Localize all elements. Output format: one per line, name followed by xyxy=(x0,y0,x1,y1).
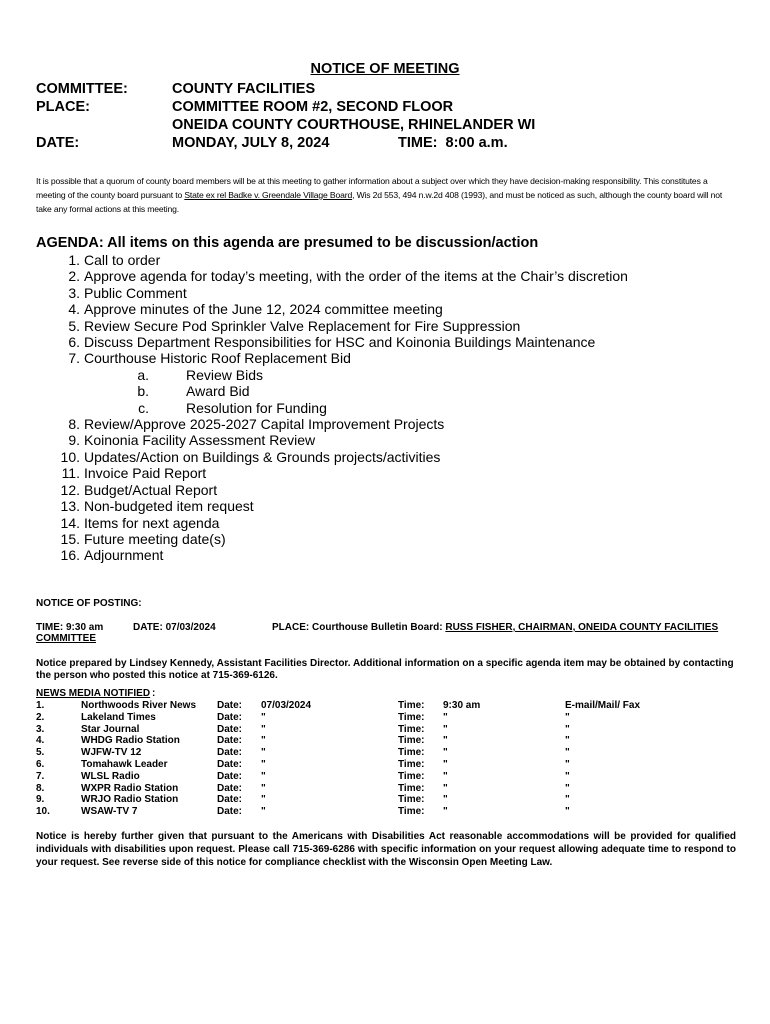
media-time: " xyxy=(443,806,448,818)
meeting-header xyxy=(36,80,535,152)
media-num: 10. xyxy=(36,806,50,818)
committee-label: COMMITTEE: xyxy=(36,81,128,97)
media-row xyxy=(36,771,736,783)
media-row xyxy=(36,747,736,759)
media-num: 8. xyxy=(36,782,45,794)
media-mode: " xyxy=(565,758,570,770)
place-label: PLACE: xyxy=(36,99,90,115)
media-date: " xyxy=(261,723,266,735)
media-date: " xyxy=(261,711,266,723)
media-row xyxy=(36,806,736,818)
media-time: 9:30 am xyxy=(443,700,481,711)
notice-title: NOTICE OF MEETING xyxy=(310,61,460,77)
time-field xyxy=(398,134,508,152)
posting-date: DATE: 07/03/2024 xyxy=(133,622,216,633)
agenda-item: 13. Non-budgeted item request xyxy=(60,498,254,515)
media-date-label: Date: xyxy=(217,700,243,711)
media-date: " xyxy=(261,758,266,770)
media-time-label: Time: xyxy=(398,700,425,711)
agenda-list xyxy=(36,252,628,564)
posting-place-continuation: COMMITTEE xyxy=(36,633,96,644)
media-date-label: Date: xyxy=(217,782,243,794)
media-date-label: Date: xyxy=(217,747,243,759)
agenda-item: 5. Review Secure Pod Sprinkler Valve Replacement for Fire Suppression xyxy=(68,317,521,334)
quorum-note: It is possible that a quorum of county board members will be at this meeting to gather information about a subject over which they have decision-making responsibility. This constitutes a meeting of the county board pursuant to State ex rel Badke v. Greendale Village Board, Wis 2d 553, 494 n.w.2d 408 (1993), and must be noticed as such, although the county board will not take any formal actions at this meeting. xyxy=(36,176,723,214)
media-time-label: Time: xyxy=(398,711,425,723)
time-label: TIME: xyxy=(398,135,438,151)
media-mode: " xyxy=(565,806,570,818)
prepared-by-note: Notice prepared by Lindsey Kennedy, Assistant Facilities Director. Additional information on a specific agenda item may be obtained by contacting the person who posted this notice at 715-369-6126. xyxy=(36,658,734,681)
place-line-2: ONEIDA COUNTY COURTHOUSE, RHINELANDER WI xyxy=(172,117,536,133)
agenda-item: 10. Updates/Action on Buildings & Grounds projects/activities xyxy=(60,448,441,465)
media-date: " xyxy=(261,735,266,747)
agenda-subitem: b. Award Bid xyxy=(137,383,250,400)
media-time-label: Time: xyxy=(398,723,425,735)
agenda-item: 7. Courthouse Historic Roof Replacement Bid xyxy=(68,350,351,367)
media-time-label: Time: xyxy=(398,758,425,770)
posting-place: PLACE: Courthouse Bulletin Board: RUSS FISHER, CHAIRMAN, ONEIDA COUNTY FACILITIES xyxy=(272,622,719,633)
media-outlet-name: WJFW-TV 12 xyxy=(81,747,142,759)
media-time: " xyxy=(443,723,448,735)
place-line-1: COMMITTEE ROOM #2, SECOND FLOOR xyxy=(172,99,454,115)
media-num: 6. xyxy=(36,758,45,770)
media-time: " xyxy=(443,711,448,723)
media-date: " xyxy=(261,770,266,782)
media-outlet-name: WRJO Radio Station xyxy=(81,794,179,806)
media-num: 2. xyxy=(36,711,45,723)
media-date: " xyxy=(261,794,266,806)
media-num: 4. xyxy=(36,735,45,747)
date-value: MONDAY, JULY 8, 2024 xyxy=(172,135,330,151)
agenda-item: 3. Public Comment xyxy=(68,284,187,301)
media-date: " xyxy=(261,747,266,759)
committee-value: COUNTY FACILITIES xyxy=(172,81,316,97)
media-time: " xyxy=(443,758,448,770)
media-date-label: Date: xyxy=(217,794,243,806)
media-time: " xyxy=(443,770,448,782)
media-num: 3. xyxy=(36,723,45,735)
media-date-label: Date: xyxy=(217,723,243,735)
media-date-label: Date: xyxy=(217,735,243,747)
agenda-subitem: c. Resolution for Funding xyxy=(138,399,327,416)
media-row xyxy=(36,724,736,736)
agenda-item: 1. Call to order xyxy=(68,252,161,268)
agenda xyxy=(36,235,628,564)
media-date-label: Date: xyxy=(217,711,243,723)
media-time-label: Time: xyxy=(398,782,425,794)
agenda-item: 8. Review/Approve 2025-2027 Capital Improvement Projects xyxy=(68,416,445,433)
media-date-label: Date: xyxy=(217,770,243,782)
agenda-item: 6. Discuss Department Responsibilities for HSC and Koinonia Buildings Maintenance xyxy=(68,334,596,351)
media-row xyxy=(36,794,736,806)
media-time-label: Time: xyxy=(398,794,425,806)
media-time: " xyxy=(443,794,448,806)
agenda-subitem: a. Review Bids xyxy=(137,366,264,383)
media-outlet-name: Star Journal xyxy=(81,723,140,735)
agenda-title: AGENDA: All items on this agenda are presumed to be discussion/action xyxy=(36,235,539,251)
agenda-item: 2. Approve agenda for today’s meeting, with the order of the items at the Chair’s discretion xyxy=(68,268,628,285)
media-row xyxy=(36,759,736,771)
media-time-label: Time: xyxy=(398,735,425,747)
media-outlet-name: WXPR Radio Station xyxy=(81,782,179,794)
media-time: " xyxy=(443,735,448,747)
agenda-item: 14. Items for next agenda xyxy=(60,514,220,531)
agenda-item: 9. Koinonia Facility Assessment Review xyxy=(68,432,316,449)
case-citation: State ex rel Badke v. Greendale Village Board xyxy=(184,190,353,200)
media-mode: E-mail/Mail/ Fax xyxy=(565,700,641,711)
media-row xyxy=(36,735,736,747)
media-outlet-name: WHDG Radio Station xyxy=(81,735,180,747)
posting-time: TIME: 9:30 am xyxy=(36,622,104,633)
media-mode: " xyxy=(565,782,570,794)
agenda-item: 11. Invoice Paid Report xyxy=(61,465,207,482)
media-date-label: Date: xyxy=(217,758,243,770)
media-outlet-name: WSAW-TV 7 xyxy=(81,806,138,818)
media-date: " xyxy=(261,782,266,794)
agenda-item: 4. Approve minutes of the June 12, 2024 committee meeting xyxy=(68,301,443,318)
media-mode: " xyxy=(565,794,570,806)
media-date: 07/03/2024 xyxy=(261,700,312,711)
media-outlet-name: Tomahawk Leader xyxy=(81,758,168,770)
media-row xyxy=(36,783,736,795)
ada-notice: Notice is hereby further given that pursuant to the Americans with Disabilities Act reasonable accommodations will be provided for qualified individuals with disabilities upon request. Please call 715-369-6286 with specific information on your request allowing adequate time to respond to your request. See reverse side of this notice for compliance checklist with the Wisconsin Open Meeting Law. xyxy=(36,831,736,869)
media-mode: " xyxy=(565,723,570,735)
media-mode: " xyxy=(565,770,570,782)
media-time: " xyxy=(443,747,448,759)
media-mode: " xyxy=(565,711,570,723)
media-num: 5. xyxy=(36,747,45,759)
media-outlet-name: Lakeland Times xyxy=(81,711,156,723)
media-list xyxy=(36,700,736,818)
agenda-item: 15. Future meeting date(s) xyxy=(60,530,226,547)
media-heading: NEWS MEDIA NOTIFIED xyxy=(36,688,151,699)
media-time-label: Time: xyxy=(398,806,425,818)
posting-place-value: RUSS FISHER, CHAIRMAN, ONEIDA COUNTY FACILITIES xyxy=(445,622,719,633)
posting-heading: NOTICE OF POSTING: xyxy=(36,598,142,609)
date-label: DATE: xyxy=(36,135,80,151)
media-row xyxy=(36,700,736,712)
media-mode: " xyxy=(565,747,570,759)
agenda-item: 16. Adjournment xyxy=(60,547,164,564)
media-date-label: Date: xyxy=(217,806,243,818)
media-outlet-name: WLSL Radio xyxy=(81,770,140,782)
media-num: 1. xyxy=(36,700,45,711)
media-row xyxy=(36,712,736,724)
media-outlet-name: Northwoods River News xyxy=(81,700,197,711)
agenda-item: 12. Budget/Actual Report xyxy=(60,481,218,498)
media-date: " xyxy=(261,806,266,818)
media-time-label: Time: xyxy=(398,770,425,782)
media-heading-colon: : xyxy=(152,688,156,699)
media-time-label: Time: xyxy=(398,747,425,759)
media-num: 9. xyxy=(36,794,45,806)
media-time: " xyxy=(443,782,448,794)
media-mode: " xyxy=(565,735,570,747)
media-num: 7. xyxy=(36,770,45,782)
time-value: 8:00 a.m. xyxy=(445,135,508,151)
